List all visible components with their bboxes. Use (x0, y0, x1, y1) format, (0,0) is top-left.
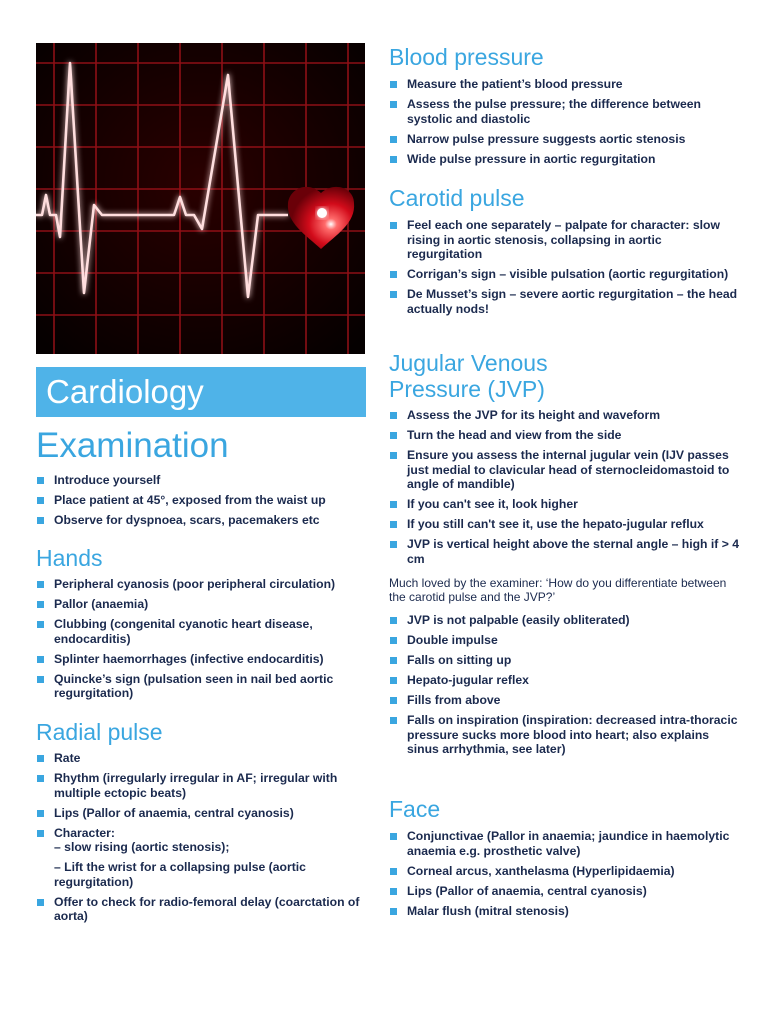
list-item: Feel each one separately – palpate for character: slow rising in aortic stenosis, collapsing in aortic regurgitation (389, 218, 739, 262)
list-item: Introduce yourself (36, 473, 366, 488)
list-item (36, 826, 366, 855)
blood-pressure-section (389, 44, 739, 172)
list-item: Corneal arcus, xanthelasma (Hyperlipidaemia) (389, 864, 739, 879)
examination-heading: Examination (36, 426, 229, 465)
ecg-heart-image (36, 43, 365, 354)
carotid-heading: Carotid pulse (389, 185, 525, 211)
bp-heading: Blood pressure (389, 44, 544, 70)
list-item: De Musset’s sign – severe aortic regurgitation – the head actually nods! (389, 287, 739, 316)
jvp-differences-list (389, 613, 739, 757)
face-section (389, 796, 739, 924)
list-item: JVP is vertical height above the sternal angle – high if > 4 cm (389, 537, 739, 566)
list-item: Narrow pulse pressure suggests aortic stenosis (389, 132, 739, 147)
examination-section (36, 426, 366, 533)
list-item: Place patient at 45°, exposed from the waist up (36, 493, 366, 508)
face-list (389, 829, 739, 918)
examination-list (36, 473, 366, 528)
jvp-list (389, 408, 739, 566)
list-item: Corrigan’s sign – visible pulsation (aortic regurgitation) (389, 267, 739, 282)
character-sub-2: – Lift the wrist for a collapsing pulse (aortic regurgitation) (54, 860, 306, 889)
list-item: Rate (36, 751, 366, 766)
list-item: Splinter haemorrhages (infective endocarditis) (36, 652, 366, 667)
bp-list (389, 77, 739, 166)
list-item: Fills from above (389, 693, 739, 708)
radial-heading: Radial pulse (36, 719, 163, 745)
banner-title: Cardiology (46, 373, 204, 410)
jvp-heading-line-2: Pressure (JVP) (389, 376, 545, 402)
list-item: Assess the pulse pressure; the difference between systolic and diastolic (389, 97, 739, 126)
list-item: Observe for dyspnoea, scars, pacemakers etc (36, 513, 366, 528)
list-item: Conjunctivae (Pallor in anaemia; jaundice in haemolytic anaemia e.g. prosthetic valve) (389, 829, 739, 858)
list-item: If you still can't see it, use the hepato-jugular reflux (389, 517, 739, 532)
radial-list (36, 751, 366, 924)
examiner-note: Much loved by the examiner: ‘How do you differentiate between the carotid pulse and the JVP?’ (389, 576, 727, 604)
carotid-list (389, 218, 739, 316)
list-item: Malar flush (mitral stenosis) (389, 904, 739, 919)
list-item (36, 860, 366, 889)
radial-pulse-section (36, 719, 366, 929)
list-item: JVP is not palpable (easily obliterated) (389, 613, 739, 628)
jvp-section (389, 350, 739, 762)
ecg-graphic (36, 43, 365, 354)
list-item: Assess the JVP for its height and waveform (389, 408, 739, 423)
list-item: Double impulse (389, 633, 739, 648)
jvp-heading-line-1: Jugular Venous (389, 350, 548, 376)
hands-list (36, 577, 366, 701)
carotid-pulse-section (389, 185, 739, 322)
character-sub-1: – slow rising (aortic stenosis); (54, 840, 230, 854)
list-item: If you can't see it, look higher (389, 497, 739, 512)
list-item: Turn the head and view from the side (389, 428, 739, 443)
list-item: Quincke’s sign (pulsation seen in nail bed aortic regurgitation) (36, 672, 366, 701)
list-item: Clubbing (congenital cyanotic heart disease, endocarditis) (36, 617, 366, 646)
hands-section (36, 545, 366, 706)
list-item: Lips (Pallor of anaemia, central cyanosis) (36, 806, 366, 821)
face-heading: Face (389, 796, 441, 822)
list-item: Pallor (anaemia) (36, 597, 366, 612)
hands-heading: Hands (36, 545, 103, 571)
list-item: Rhythm (irregularly irregular in AF; irregular with multiple ectopic beats) (36, 771, 366, 800)
list-item: Measure the patient’s blood pressure (389, 77, 739, 92)
list-item: Hepato-jugular reflex (389, 673, 739, 688)
list-item: Falls on sitting up (389, 653, 739, 668)
list-item: Ensure you assess the internal jugular vein (IJV passes just medial to clavicular head of sternocleidomastoid to angle of mandible) (389, 448, 739, 492)
character-label: Character: (54, 825, 115, 840)
list-item: Peripheral cyanosis (poor peripheral circulation) (36, 577, 366, 592)
cardiology-banner (36, 367, 366, 417)
list-item: Wide pulse pressure in aortic regurgitation (389, 152, 739, 167)
list-item: Lips (Pallor of anaemia, central cyanosis) (389, 884, 739, 899)
list-item: Offer to check for radio-femoral delay (coarctation of aorta) (36, 895, 366, 924)
list-item: Falls on inspiration (inspiration: decreased intra-thoracic pressure sucks more blood into heart; also explains sinus arrhythmia, see later) (389, 713, 739, 757)
